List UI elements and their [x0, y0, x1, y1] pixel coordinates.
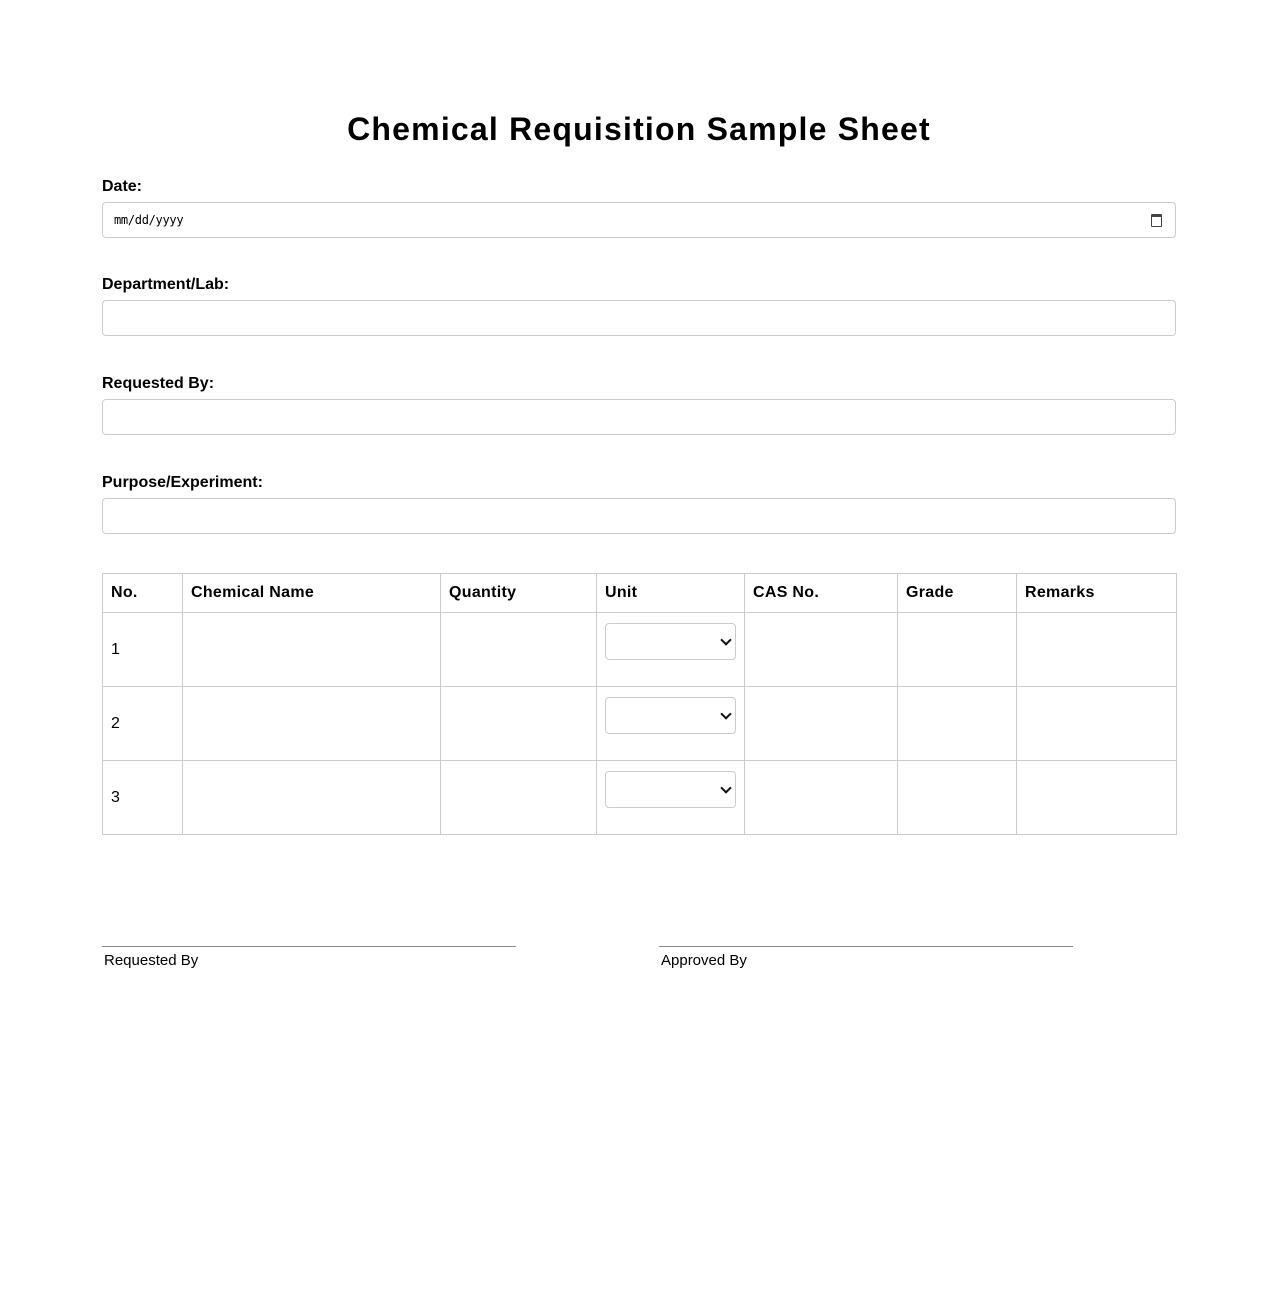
date-label: Date: — [102, 178, 143, 195]
header-remarks: Remarks — [1017, 574, 1177, 613]
quantity-cell[interactable] — [441, 761, 597, 835]
table-row — [103, 761, 1177, 835]
chemical-name-cell[interactable] — [183, 613, 441, 687]
unit-cell — [597, 613, 745, 687]
unit-select[interactable] — [605, 771, 736, 808]
remarks-cell[interactable] — [1017, 761, 1177, 835]
requested-by-field-group — [102, 375, 1176, 435]
chevron-down-icon — [720, 708, 731, 719]
approved-by-signature-label: Approved By — [661, 952, 747, 969]
cas-no-cell[interactable] — [745, 761, 898, 835]
date-field-group — [102, 178, 1176, 238]
table-header-row — [103, 574, 1177, 613]
requested-by-label: Requested By: — [102, 375, 215, 392]
chemical-items-table — [102, 573, 1177, 835]
page-title: Chemical Requisition Sample Sheet — [347, 111, 931, 147]
cas-no-cell[interactable] — [745, 613, 898, 687]
purpose-label: Purpose/Experiment: — [102, 474, 263, 491]
requested-by-signature-label: Requested By — [104, 952, 199, 969]
header-grade: Grade — [898, 574, 1017, 613]
remarks-cell[interactable] — [1017, 687, 1177, 761]
quantity-cell[interactable] — [441, 687, 597, 761]
department-input[interactable] — [102, 300, 1176, 336]
signature-line — [659, 946, 1073, 947]
requested-by-signature — [102, 946, 516, 970]
row-number: 2 — [103, 687, 183, 761]
unit-cell — [597, 761, 745, 835]
header-unit: Unit — [597, 574, 745, 613]
date-placeholder: mm/dd/yyyy — [114, 213, 184, 227]
requested-by-input[interactable] — [102, 399, 1176, 435]
unit-cell — [597, 687, 745, 761]
unit-select[interactable] — [605, 697, 736, 734]
grade-cell[interactable] — [898, 687, 1017, 761]
unit-select[interactable] — [605, 623, 736, 660]
purpose-input[interactable] — [102, 498, 1176, 534]
department-field-group — [102, 276, 1176, 336]
chevron-down-icon — [720, 782, 731, 793]
remarks-cell[interactable] — [1017, 613, 1177, 687]
row-number: 3 — [103, 761, 183, 835]
grade-cell[interactable] — [898, 761, 1017, 835]
date-input[interactable] — [102, 202, 1176, 238]
grade-cell[interactable] — [898, 613, 1017, 687]
department-label: Department/Lab: — [102, 276, 230, 293]
cas-no-cell[interactable] — [745, 687, 898, 761]
signature-line — [102, 946, 516, 947]
purpose-field-group — [102, 474, 1176, 534]
table-row — [103, 687, 1177, 761]
header-no: No. — [103, 574, 183, 613]
row-number: 1 — [103, 613, 183, 687]
header-cas-no: CAS No. — [745, 574, 898, 613]
table-row — [103, 613, 1177, 687]
chemical-name-cell[interactable] — [183, 687, 441, 761]
quantity-cell[interactable] — [441, 613, 597, 687]
approved-by-signature — [659, 946, 1073, 970]
chemical-name-cell[interactable] — [183, 761, 441, 835]
header-chemical-name: Chemical Name — [183, 574, 441, 613]
calendar-icon[interactable] — [1151, 214, 1162, 227]
chevron-down-icon — [720, 634, 731, 645]
header-quantity: Quantity — [441, 574, 597, 613]
